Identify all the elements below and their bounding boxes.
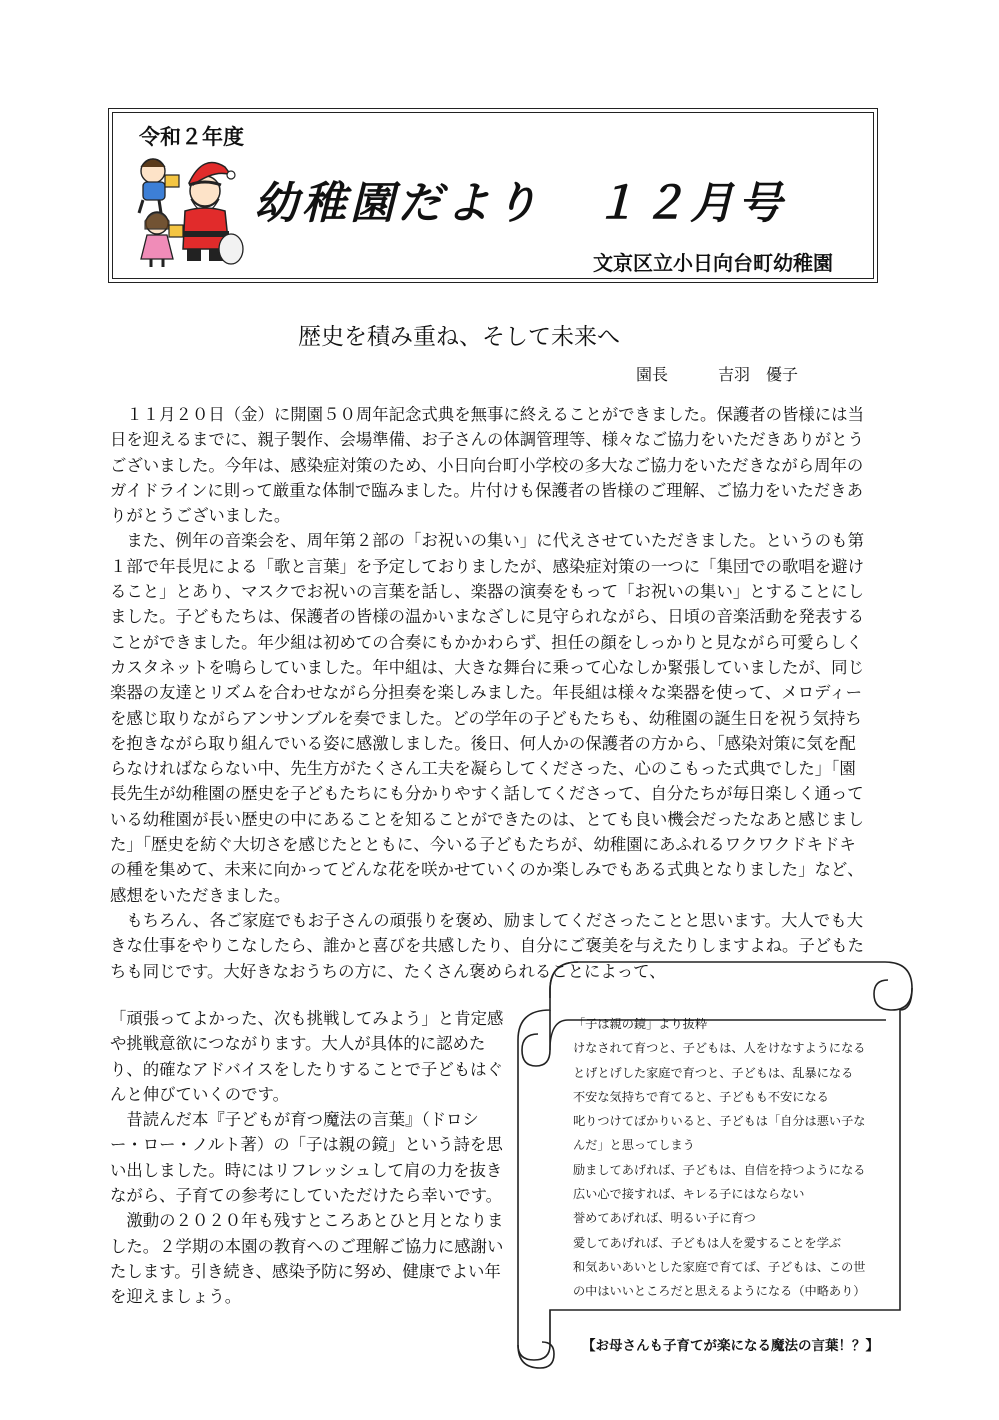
article-title: 歴史を積み重ね、そして未来へ xyxy=(298,324,620,350)
issue-label: １２月号 xyxy=(594,178,786,229)
poem-line: 誉めてあげれば、明るい子に育つ xyxy=(573,1211,756,1226)
fiscal-year: 令和２年度 xyxy=(139,125,244,149)
poem-line: 叱りつけてばかりいると、子どもは「自分は悪い子な xyxy=(573,1114,866,1129)
poem-title: 「子は親の鏡」より抜粋 xyxy=(573,1017,708,1031)
poem-line: 和気あいあいとした家庭で育てば、子どもは、この世 xyxy=(573,1259,866,1274)
paragraph: １１月２０日（金）に開園５０周年記念式典を無事に終えることができました。保護者の皆様には当日を迎えるまでに、親子製作、会場準備、お子さんの体調管理等、様々なご協力をいただきありがとうございました。今年は、感染症対策のため、小日向台町小学校の多大なご協力をいただきながら周年のガイドラインに則って厳重な体制で臨みました。片付けも保護者の皆様のご理解、ご協力をいただきありがとうございました。 xyxy=(110,405,864,526)
paragraph: 激動の２０２０年も残すところあとひと月となりました。２学期の本園の教育へのご理解ご協力に感謝いたします。引き続き、感染予防に努め、健康でよい年を迎えましょう。 xyxy=(110,1211,504,1307)
paragraph: 「頑張ってよかった、次も挑戦してみよう」と肯定感や挑戦意欲につながります。大人が具体的に認めたり、的確なアドバイスをしたりすることで子どもはぐんと伸びていくのです。 xyxy=(110,1009,504,1104)
poem-line: 不安な気持ちで育てると、子どもも不安になる xyxy=(573,1089,829,1104)
santa-children-illustration xyxy=(127,145,245,269)
header-box xyxy=(108,108,878,283)
newsletter-name: 幼稚園だより xyxy=(254,178,542,229)
poem-line: 広い心で接すれば、キレる子にはならない xyxy=(573,1187,805,1202)
poem-line: 励ましてあげれば、子どもは、自信を持つようになる xyxy=(573,1162,866,1177)
newsletter-title xyxy=(254,167,786,231)
article-body xyxy=(110,402,870,984)
poem-line: の中はいいところだと思えるようになる（中略あり） xyxy=(573,1284,866,1299)
author-name: 吉羽 優子 xyxy=(718,365,799,384)
poem-line: けなされて育つと、子どもは、人をけなすようになる xyxy=(573,1041,866,1056)
author-line xyxy=(636,362,798,385)
paragraph: 昔読んだ本『子どもが育つ魔法の言葉』（ドロシー・ロー・ノルト著）の「子は親の鏡」という詩を思い出しました。時にはリフレッシュして肩の力を抜きながら、子育ての参考にしていただけたら幸いです。 xyxy=(110,1110,503,1206)
author-role: 園長 xyxy=(636,365,669,384)
article-body-narrow xyxy=(110,1006,505,1310)
poem-caption: 【お母さんも子育てが楽になる魔法の言葉！？】 xyxy=(582,1338,879,1354)
poem-excerpt xyxy=(573,1012,891,1304)
paragraph: もちろん、各ご家庭でもお子さんの頑張りを褒め、励ましてくださったことと思います。大人でも大きな仕事をやりこなしたら、誰かと喜びを共感したり、自分にご褒美を与えたりしますよね。子どもたちも同じです。大好きなおうちの方に、たくさん褒められることによって、 xyxy=(110,910,864,981)
poem-line: んだ」と思ってしまう xyxy=(573,1138,695,1153)
poem-line: とげとげした家庭で育つと、子どもは、乱暴になる xyxy=(573,1065,854,1080)
school-name: 文京区立小日向台町幼稚園 xyxy=(593,251,833,275)
poem-line: 愛してあげれば、子どもは人を愛することを学ぶ xyxy=(573,1235,842,1250)
paragraph: また、例年の音楽会を、周年第２部の「お祝いの集い」に代えさせていただきました。というのも第１部で年長児による「歌と言葉」を予定しておりましたが、感染症対策の一つに「集団での歌唱を避けること」とあり、マスクでお祝いの言葉を話し、楽器の演奏をもって「お祝いの集い」とすることにしました。子どもたちは、保護者の皆様の温かいまなざしに見守られながら、日頃の音楽活動を発表することができました。年少組は初めての合奏にもかかわらず、担任の顔をしっかりと見ながら可愛らしくカスタネットを鳴らしていました。年中組は、大きな舞台に乗って心なしか緊張していましたが、同じ楽器の友達とリズムを合わせながら分担奏を楽しみました。年長組は様々な楽器を使って、メロディーを感じ取りながらアンサンブルを奏でました。どの学年の子どもたちも、幼稚園の誕生日を祝う気持ちを抱きながら取り組んでいる姿に感激しました。後日、何人かの保護者の方から、「感染対策に気を配らなければならない中、先生方がたくさん工夫を凝らしてくださった、心のこもった式典でした」「園長先生が幼稚園の歴史を子どもたちにも分かりやすく話してくださって、自分たちが毎日楽しく通っている幼稚園が長い歴史の中にあることを知ることができたのは、とても良い機会だったなあと感じました」「歴史を紡ぐ大切さを感じたとともに、今いる子どもたちが、幼稚園にあふれるワクワクドキドキの種を集めて、未来に向かってどんな花を咲かせていくのか楽しみでもある式典となりました」など、感想をいただきました。 xyxy=(110,531,864,905)
